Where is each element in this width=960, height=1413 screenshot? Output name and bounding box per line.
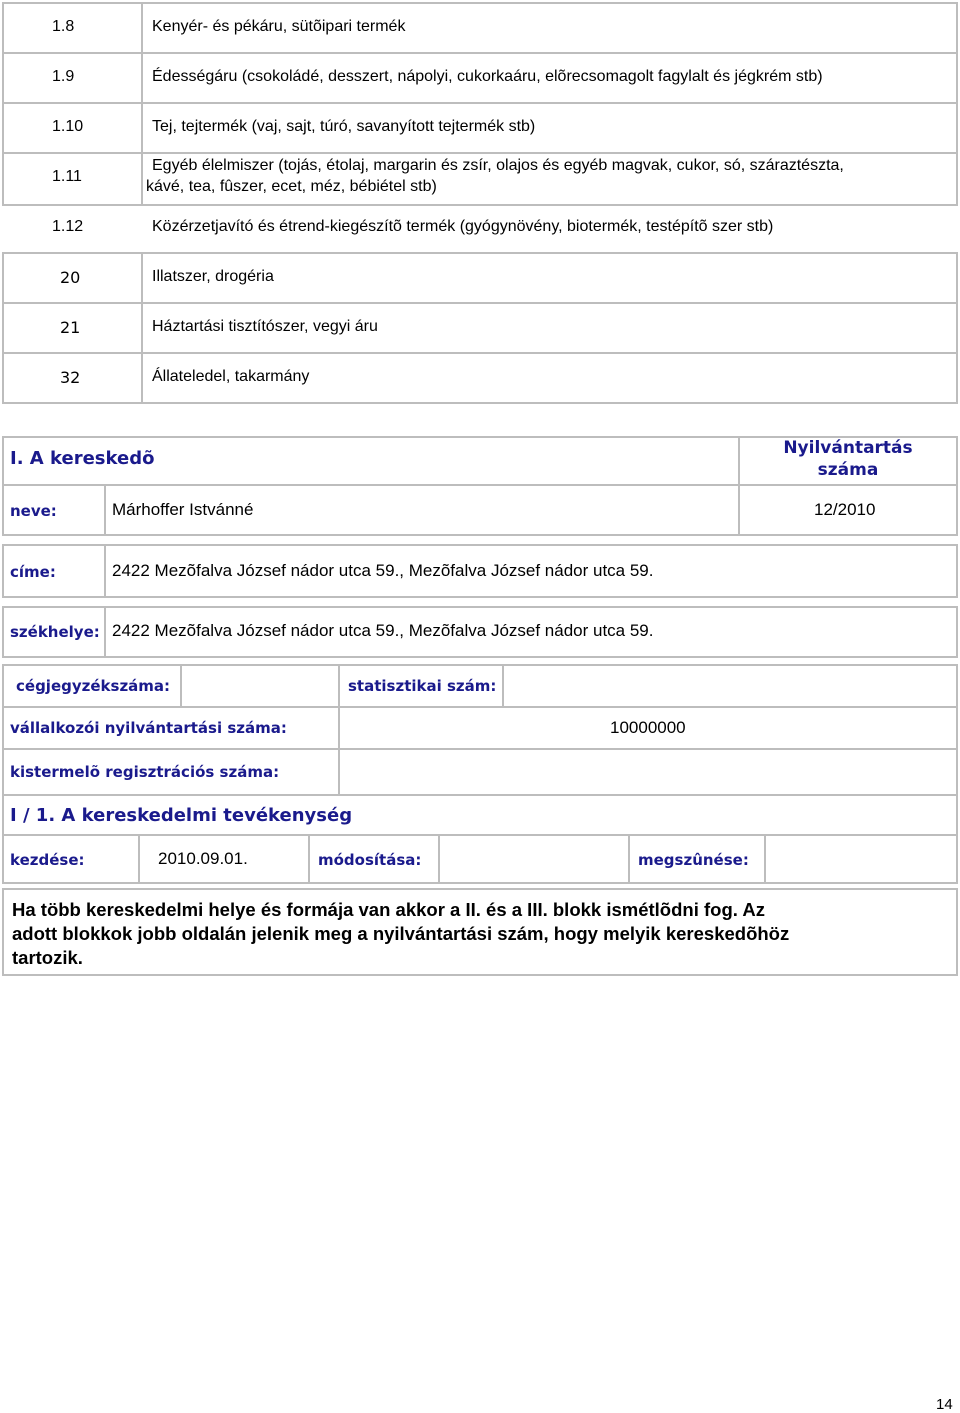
row-description: Kenyér- és pékáru, sütõipari termék xyxy=(152,18,406,35)
page-number: 14 xyxy=(936,1396,953,1413)
stat-value-cell xyxy=(502,664,958,708)
row-code: 1.11 xyxy=(52,168,82,185)
row-description: Állateledel, takarmány xyxy=(152,368,310,385)
name-value: Márhoffer Istvánné xyxy=(112,500,254,519)
end-label: megszûnése: xyxy=(638,851,749,869)
producer-label: kistermelõ regisztrációs száma: xyxy=(10,763,280,781)
section-title: I. A kereskedõ xyxy=(10,448,155,469)
address-value: 2422 Mezõfalva József nádor utca 59., Mezõfalva József nádor utca 59. xyxy=(112,561,654,580)
end-value-cell xyxy=(764,834,958,884)
row-description: Közérzetjavító és étrend-kiegészítõ termék (gyógynövény, biotermék, testépítõ szer stb) xyxy=(152,218,774,235)
modify-label: módosítása: xyxy=(318,851,422,869)
row-description-line2: kávé, tea, fûszer, ecet, méz, bébiétel stb) xyxy=(146,178,437,195)
start-value: 2010.09.01. xyxy=(158,849,248,868)
row-description: Illatszer, drogéria xyxy=(152,268,274,285)
modify-value-cell xyxy=(438,834,630,884)
row-code: 21 xyxy=(60,318,81,337)
company-reg-value-cell xyxy=(180,664,340,708)
company-reg-label: cégjegyzékszáma: xyxy=(16,677,171,695)
start-label: kezdése: xyxy=(10,851,85,869)
seat-label: székhelye: xyxy=(10,623,100,641)
row-code: 20 xyxy=(60,268,81,287)
row-description: Tej, tejtermék (vaj, sajt, túró, savanyított tejtermék stb) xyxy=(152,118,536,135)
row-description-line1: Egyéb élelmiszer (tojás, étolaj, margarin és zsír, olajos és egyéb magvak, cukor, só, száraztészta, xyxy=(152,157,844,174)
form-row xyxy=(338,748,958,796)
row-description: Édességáru (csokoládé, desszert, nápolyi, cukorkaáru, elõrecsomagolt fagylalt és jégkrém stb) xyxy=(152,68,823,85)
entrepreneur-value: 10000000 xyxy=(610,718,686,737)
reg-number-header: Nyilvántartás száma xyxy=(783,438,913,480)
row-description: Háztartási tisztítószer, vegyi áru xyxy=(152,318,378,335)
activity-title: I / 1. A kereskedelmi tevékenység xyxy=(10,805,353,826)
row-code: 1.8 xyxy=(52,18,75,35)
stat-label: statisztikai szám: xyxy=(348,677,497,695)
entrepreneur-label: vállalkozói nyilvántartási száma: xyxy=(10,719,287,737)
row-code: 1.9 xyxy=(52,68,75,85)
reg-number-value: 12/2010 xyxy=(814,500,876,519)
address-label: címe: xyxy=(10,563,56,581)
seat-value: 2422 Mezõfalva József nádor utca 59., Mezõfalva József nádor utca 59. xyxy=(112,621,654,640)
note-box xyxy=(2,888,958,976)
name-label: neve: xyxy=(10,502,57,520)
note-text: Ha több kereskedelmi helye és formája van akkor a II. és a III. blokk ismétlõdni fog. Az adott blokkok jobb oldalán jelenik meg a nyilvántartási szám, hogy melyik kereskedõhöz tartozik. xyxy=(12,899,790,968)
row-code: 1.12 xyxy=(52,218,84,235)
row-code: 1.10 xyxy=(52,118,84,135)
row-code: 32 xyxy=(60,368,81,387)
